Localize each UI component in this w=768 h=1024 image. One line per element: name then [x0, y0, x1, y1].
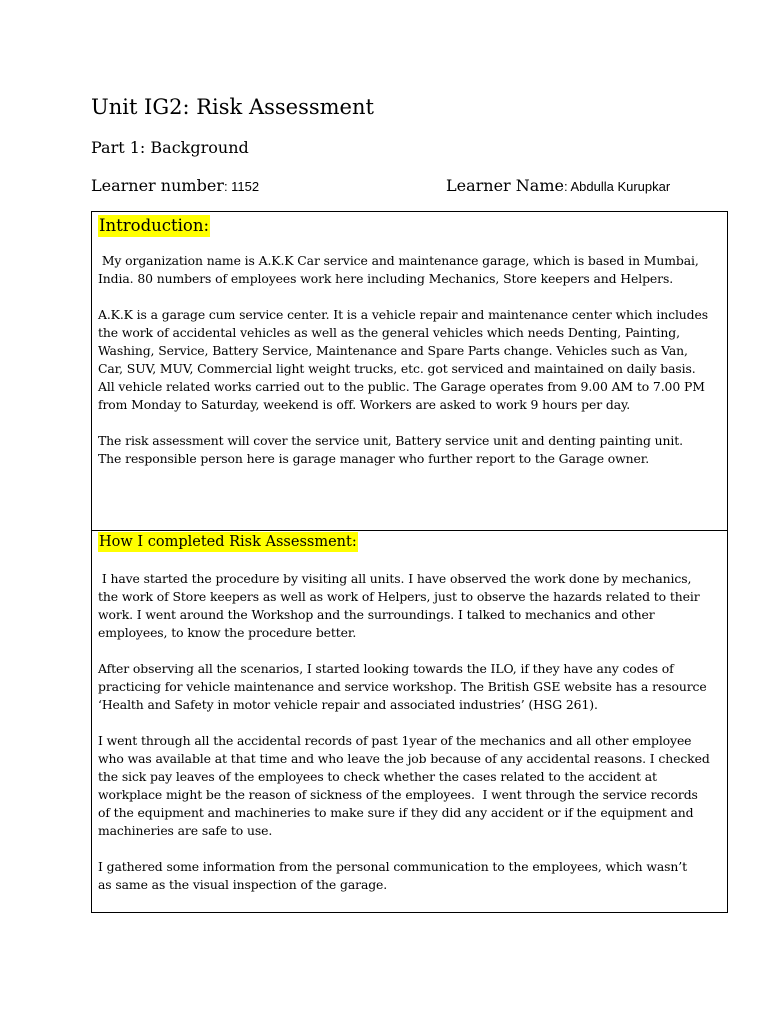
learner-number-label: Learner number: [91, 176, 224, 195]
how-completed-paragraph: After observing all the scenarios, I started looking towards the ILO, if they have any codes of practicing for vehicle maintenance and service workshop. The British GSE website has a resource ‘Health and Safety in motor vehicle repair and associated industries’ (HSG 261).: [98, 661, 707, 712]
introduction-paragraph: The risk assessment will cover the service unit, Battery service unit and denting painting unit. The responsible person here is garage manager who further report to the Garage owner.: [98, 433, 684, 466]
how-completed-section: [91, 530, 728, 913]
learner-number: [91, 175, 259, 198]
introduction-section: [91, 211, 728, 531]
how-completed-heading: How I completed Risk Assessment:: [99, 534, 357, 550]
document-title: Unit IG2: Risk Assessment: [91, 95, 374, 119]
learner-name-label: Learner Name: [446, 176, 564, 195]
introduction-paragraph: My organization name is A.K.K Car service and maintenance garage, which is based in Mumbai, India. 80 numbers of employees work here including Mechanics, Store keepers and Helpers.: [98, 253, 699, 286]
learner-name: [446, 175, 670, 198]
part-heading: Part 1: Background: [91, 138, 249, 157]
how-completed-paragraph: I have started the procedure by visiting all units. I have observed the work done by mechanics, the work of Store keepers as well as work of Helpers, just to observe the hazards related to their work. I went around the Workshop and the surroundings. I talked to mechanics and other employees, to know the procedure better.: [98, 571, 700, 640]
introduction-paragraph: A.K.K is a garage cum service center. It is a vehicle repair and maintenance center which includes the work of accidental vehicles as well as the general vehicles which needs Denting, Painting, Washing, Service, Battery Service, Maintenance and Spare Parts change. Vehicles such as Van, Car, SUV, MUV, Commercial light weight trucks, etc. got serviced and maintained on daily basis. All vehicle related works carried out to the public. The Garage operates from 9.00 AM to 7.00 PM from Monday to Saturday, weekend is off. Workers are asked to work 9 hours per day.: [98, 307, 709, 412]
how-completed-paragraph: I gathered some information from the personal communication to the employees, which wasn’t as same as the visual inspection of the garage.: [98, 859, 688, 892]
introduction-heading: Introduction:: [99, 216, 210, 235]
learner-number-value: : 1152: [223, 179, 260, 194]
how-completed-paragraph: I went through all the accidental records of past 1year of the mechanics and all other employee who was available at that time and who leave the job because of any accidental reasons. I checked the sick pay leaves of the employees to check whether the cases related to the accident at workplace might be the reason of sickness of the employees. I went through the service records of the equipment and machineries to make sure if they did any accident or if the equipment and machineries are safe to use.: [98, 733, 710, 838]
learner-name-value: : Abdulla Kurupkar: [563, 179, 671, 194]
